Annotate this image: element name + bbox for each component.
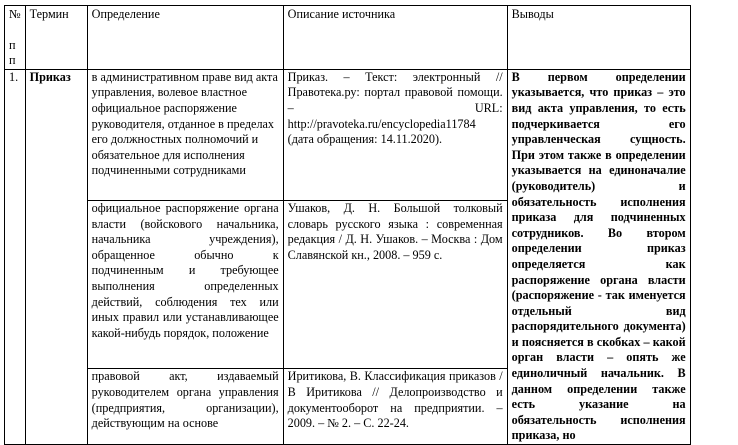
terms-table	[4, 5, 691, 445]
source-cell: Ушаков, Д. Н. Большой толковый словарь русского языка : современная редакция / Д. Н. Ушаков. – Москва : Дом Славянской кн., 2008. – 959 с.	[283, 201, 507, 369]
definition-cell: правовой акт, издаваемый руководителем органа управления (предприятия, организации), действующим на основе	[87, 369, 283, 445]
source-cell: Иритикова, В. Классификация приказов / В Иритикова // Делопроизводство и документооборот на предприятии. – 2009. – № 2. – С. 22-24.	[283, 369, 507, 445]
header-number-line2: п	[9, 37, 16, 52]
source-cell: Приказ. – Текст: электронный // Правотека.ру: портал правовой помощи. – URL: http://pravoteka.ru/encyclopedia11784 (дата обращения: 14.11.2020).	[283, 69, 507, 200]
header-number-symbol: №	[9, 7, 21, 21]
document-page	[4, 5, 691, 445]
header-source: Описание источника	[283, 6, 507, 70]
row-term: Приказ	[25, 69, 87, 444]
definition-cell: в административном праве вид акта управления, волевое властное официальное распоряжение руководителя, отданное в пределах его должностных полномочий и обязательное для исполнения подчиненными сотрудниками	[87, 69, 283, 200]
definition-cell: официальное распоряжение органа власти (войскового начальника, начальника учреждения), обращенное обычно к подчиненным и требующее выполнения определенных действий, соблюдения тех или иных правил или устанавливающее какой-нибудь порядок, положение	[87, 201, 283, 369]
header-term: Термин	[25, 6, 87, 70]
header-number-line3: п	[9, 53, 16, 68]
table-row	[5, 69, 691, 200]
table-header-row	[5, 6, 691, 70]
header-conclusions: Выводы	[507, 6, 690, 70]
conclusion-cell: В первом определении указывается, что приказ – это вид акта управления, то есть подчеркивается его управленческая сущность. При этом также в определении указывается на единоначалие (руководитель) и обязательность исполнения приказа для подчиненных сотрудников. Во втором определении приказ определяется как распоряжение органа власти (распоряжение - так именуется отдельный вид распорядительного документа) и поясняется в скобках – какой орган власти – опять же единоличный начальник. В данном определении также есть указание на обязательность исполнения приказа, но	[507, 69, 690, 444]
header-definition: Определение	[87, 6, 283, 70]
header-number	[5, 6, 26, 70]
row-number: 1.	[5, 69, 26, 444]
